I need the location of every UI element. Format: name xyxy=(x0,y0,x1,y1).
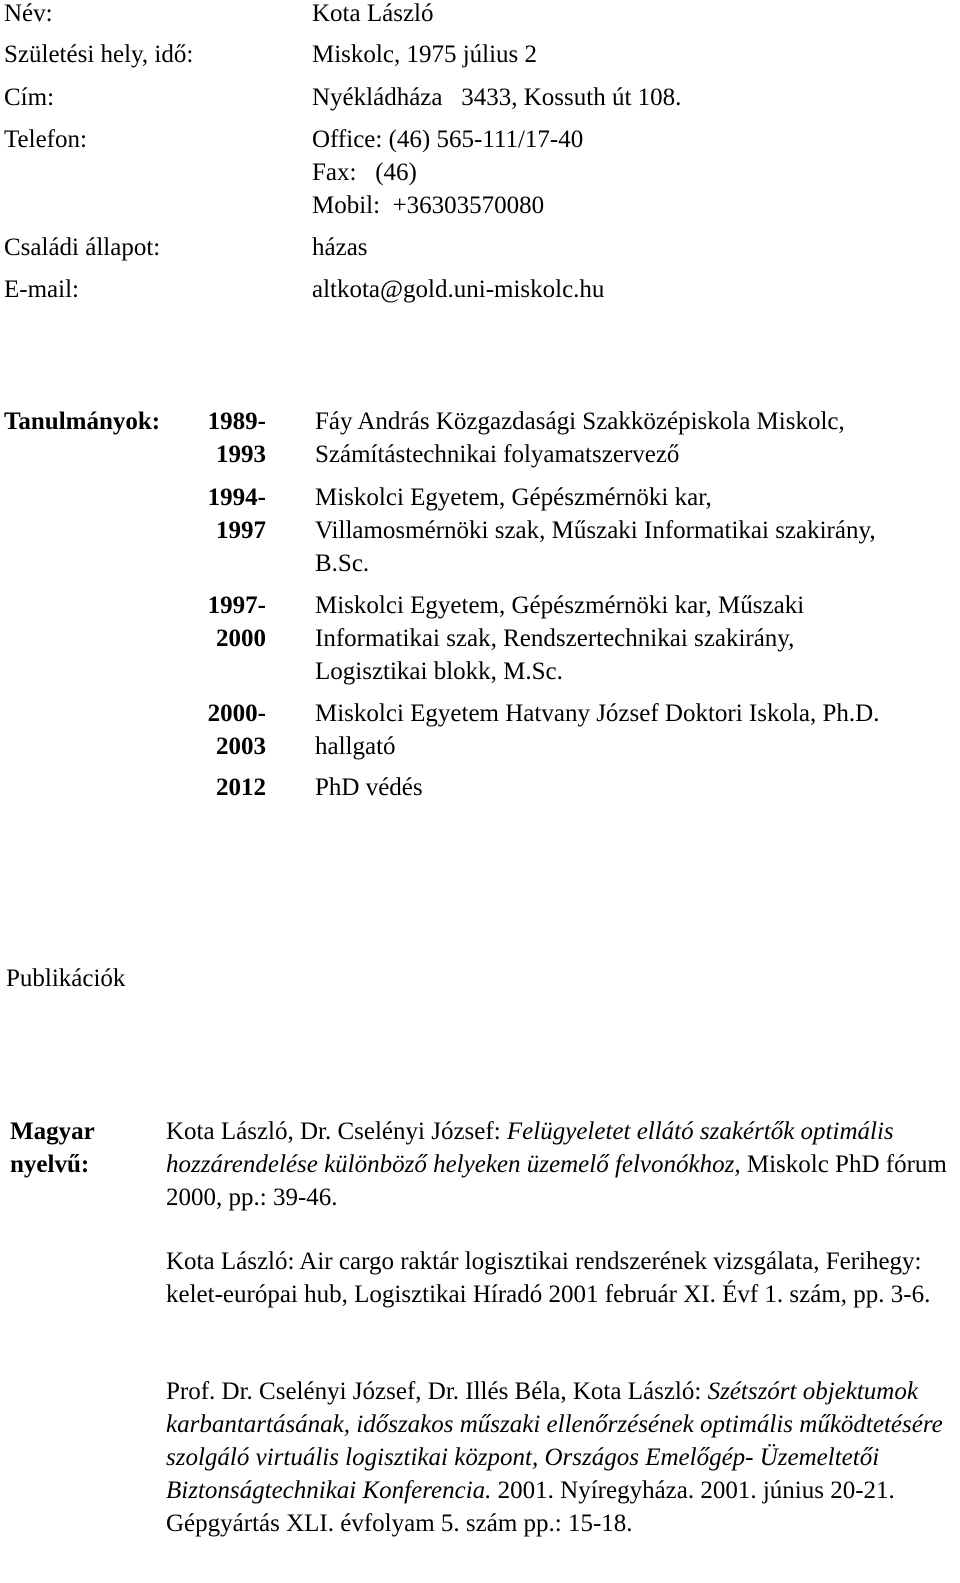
study-line: Informatikai szak, Rendszertechnikai szakirány, xyxy=(315,625,795,652)
study-line: Számítástechnikai folyamatszervező xyxy=(315,441,680,468)
name-value: Kota László xyxy=(312,0,434,27)
study-line: B.Sc. xyxy=(315,550,370,577)
language-label-line2: nyelvű: xyxy=(10,1151,90,1178)
email-value: altkota@gold.uni-miskolc.hu xyxy=(312,276,605,303)
study-line: hallgató xyxy=(315,733,396,760)
language-label-line1: Magyar xyxy=(10,1118,95,1145)
marital-value: házas xyxy=(312,234,368,261)
studies-heading: Tanulmányok: xyxy=(4,408,161,435)
phone-label: Telefon: xyxy=(4,126,87,153)
study-line: Miskolci Egyetem, Gépészmérnöki kar, Műszaki xyxy=(315,592,805,619)
publication-authors: Kota László, Dr. Cselényi József: xyxy=(166,1118,507,1145)
marital-label: Családi állapot: xyxy=(4,234,161,261)
study-year-end: 2000 xyxy=(216,625,266,652)
address-value: Nyékládháza 3433, Kossuth út 108. xyxy=(312,84,682,111)
study-year-start: 2000- xyxy=(207,700,266,727)
publication-title: Szétszórt objektumok karbantartásának, időszakos műszaki ellenőrzésének optimális működtetésére szolgáló virtuális logisztikai központ, Országos Emelőgép- Üzemeltetői Biztonságtechnikai Konferencia. xyxy=(166,1378,943,1504)
publication-authors: Kota László: Air cargo raktár logisztikai rendszerének vizsgálata, Ferihegy: kelet-európai hub, Logisztikai Híradó 2001 február XI. Évf 1. szám, pp. 3-6. xyxy=(166,1248,931,1308)
study-year-start: 1989- xyxy=(207,408,266,435)
publication-authors: Prof. Dr. Cselényi József, Dr. Illés Béla, Kota László: xyxy=(166,1378,708,1405)
phone-fax: Fax: (46) xyxy=(312,159,417,186)
study-year-end: 1997 xyxy=(216,517,266,544)
study-line: Fáy András Közgazdasági Szakközépiskola Miskolc, xyxy=(315,408,845,435)
email-label: E-mail: xyxy=(4,276,79,303)
publication-item xyxy=(166,1245,956,1311)
publications-heading: Publikációk xyxy=(6,965,126,992)
study-line: Miskolci Egyetem, Gépészmérnöki kar, xyxy=(315,484,712,511)
study-line: Miskolci Egyetem Hatvany József Doktori Iskola, Ph.D. xyxy=(315,700,880,727)
phone-office: Office: (46) 565-111/17-40 xyxy=(312,126,584,153)
study-year-end: 1993 xyxy=(216,441,266,468)
study-line: Logisztikai blokk, M.Sc. xyxy=(315,658,563,685)
publication-venue: Miskolc PhD fórum 2000, pp.: 39-46. xyxy=(166,1151,947,1211)
address-label: Cím: xyxy=(4,84,55,111)
study-line: Villamosmérnöki szak, Műszaki Informatikai szakirány, xyxy=(315,517,876,544)
study-year-end: 2003 xyxy=(216,733,266,760)
publication-title: Felügyeletet ellátó szakértők optimális hozzárendelése különböző helyeken üzemelő felvonókhoz, xyxy=(166,1118,894,1178)
phone-mobile: Mobil: +36303570080 xyxy=(312,192,545,219)
publication-item xyxy=(166,1375,956,1540)
study-year-start: 2012 xyxy=(216,774,266,801)
birth-value: Miskolc, 1975 július 2 xyxy=(312,41,538,68)
study-year-start: 1994- xyxy=(207,484,266,511)
publication-item xyxy=(166,1115,956,1214)
study-line: PhD védés xyxy=(315,774,423,801)
birth-label: Születési hely, idő: xyxy=(4,41,194,68)
publication-venue: 2001. Nyíregyháza. 2001. június 20-21. Gépgyártás XLI. évfolyam 5. szám pp.: 15-18. xyxy=(166,1477,895,1537)
name-label: Név: xyxy=(4,0,53,27)
study-year-start: 1997- xyxy=(207,592,266,619)
